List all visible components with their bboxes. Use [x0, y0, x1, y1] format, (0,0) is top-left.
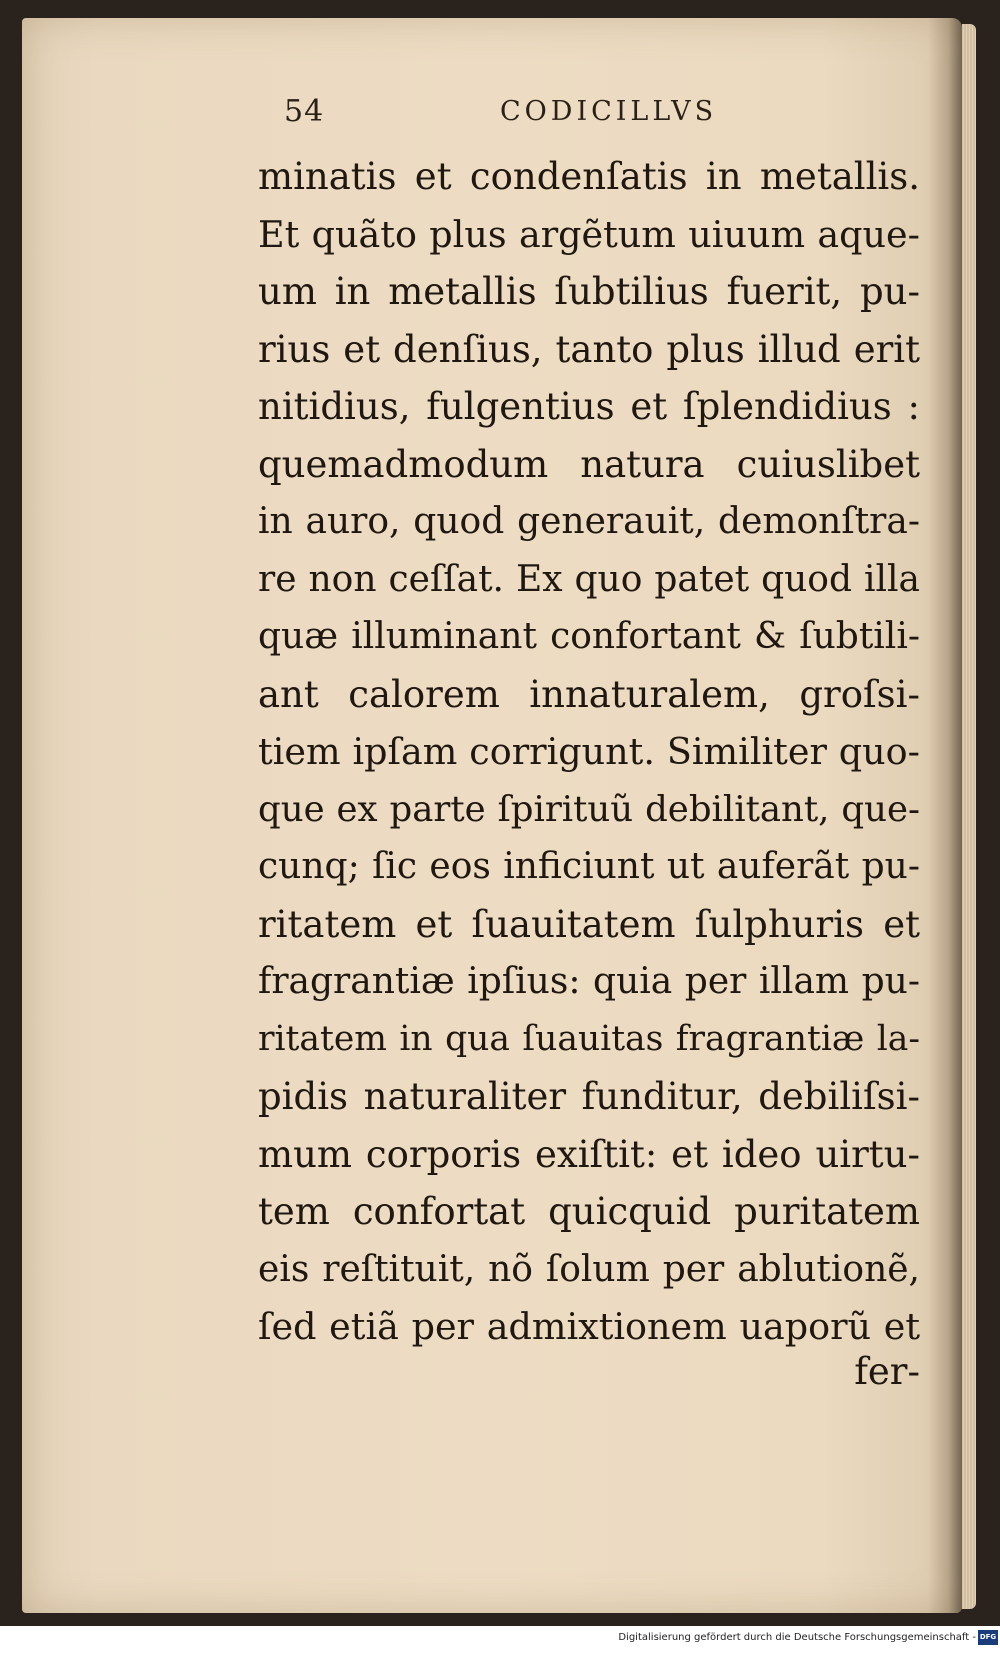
body-text	[258, 148, 920, 1356]
text-line: ritatem et ſuauitatem ſulphuris et	[258, 902, 920, 946]
digitization-credit: Digitalisierung gefördert durch die Deutsche Forschungsgemeinschaft -	[618, 1632, 976, 1643]
text-line: um in metallis ſubtilius fuerit, pu-	[258, 270, 920, 313]
text-line: Et quãto plus argẽtum uiuum aque-	[258, 212, 920, 256]
text-line: eis reſtituit, nõ ſolum per ablutionẽ,	[258, 1248, 920, 1290]
text-line: que ex parte ſpirituũ debilitant, que-	[258, 788, 920, 830]
text-line: re non ceſſat. Ex quo patet quod illa	[258, 558, 920, 600]
text-line: minatis et condenſatis in metallis.	[258, 155, 920, 198]
text-line: cunq; ſic eos inficiunt ut auferãt pu-	[258, 846, 920, 887]
page-gutter-shadow	[928, 18, 962, 1613]
text-line: mum corporis exiſtit: et ideo uirtu-	[258, 1132, 920, 1176]
text-line: quæ illuminant confortant & ſubtili-	[258, 616, 920, 657]
footer-bar	[0, 1626, 1000, 1653]
page-number: 54	[284, 94, 325, 129]
running-head	[284, 94, 794, 134]
text-line: pidis naturaliter funditur, debiliſsi-	[258, 1075, 920, 1118]
dfg-logo: DFG	[978, 1630, 998, 1645]
text-line: nitidius, fulgentius et ſplendidius :	[258, 385, 920, 428]
running-title: CODICILLVS	[500, 96, 718, 127]
catchword: fer-	[854, 1350, 920, 1393]
text-line: tiem ipſam corrigunt. Similiter quo-	[258, 730, 920, 773]
page-edges	[962, 24, 976, 1609]
text-line: ritatem in qua ſuauitas fragrantiæ la-	[258, 1018, 920, 1059]
text-line: ſed etiã per admixtionem uaporũ et	[258, 1305, 920, 1348]
text-line: ant calorem innaturalem, groſsi-	[258, 672, 920, 716]
text-line: quemadmodum natura cuiuslibet	[258, 442, 920, 486]
text-line: tem confortat quicquid puritatem	[258, 1190, 920, 1233]
text-line: fragrantiæ ipſius: quia per illam pu-	[258, 961, 920, 1002]
text-line: in auro, quod generauit, demonſtra-	[258, 501, 920, 542]
text-line: rius et denſius, tanto plus illud erit	[258, 327, 920, 371]
